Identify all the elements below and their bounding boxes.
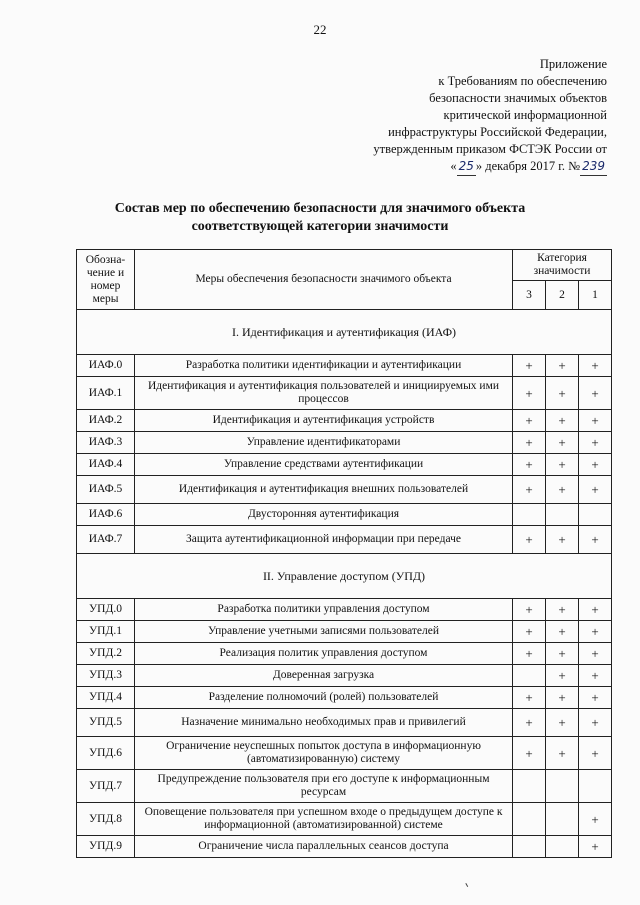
appendix-line: Приложение — [539, 57, 607, 71]
table-row — [77, 526, 612, 554]
measure-code: ИАФ.7 — [77, 526, 135, 554]
title-line-2: соответствующей категории значимости — [191, 219, 449, 234]
measure-name: Предупреждение пользователя при его доступе к информационным ресурсам — [135, 770, 513, 803]
measure-name: Защита аутентификационной информации при передаче — [135, 526, 513, 554]
measure-code: УПД.5 — [77, 709, 135, 737]
section-heading-upd: II. Управление доступом (УПД) — [77, 554, 612, 599]
measure-code: ИАФ.2 — [77, 410, 135, 432]
table-row — [77, 355, 612, 377]
date-open-quote: « — [450, 159, 457, 173]
page-number: 22 — [313, 22, 327, 37]
cat-2-mark: + — [546, 737, 579, 770]
cat-3-mark — [513, 836, 546, 858]
measure-code: УПД.1 — [77, 621, 135, 643]
measure-name: Ограничение неуспешных попыток доступа в информационную (автоматизированную) систему — [135, 737, 513, 770]
measure-name: Ограничение числа параллельных сеансов доступа — [135, 836, 513, 858]
measure-name: Доверенная загрузка — [135, 665, 513, 687]
cat-1-mark: + — [579, 643, 612, 665]
measure-name: Идентификация и аутентификация устройств — [135, 410, 513, 432]
measure-name: Идентификация и аутентификация пользователей и инициируемых ими процессов — [135, 377, 513, 410]
cat-3-mark: + — [513, 687, 546, 709]
cat-3-mark — [513, 504, 546, 526]
cat-1-mark: + — [579, 377, 612, 410]
cat-1-mark: + — [579, 709, 612, 737]
table-row — [77, 687, 612, 709]
table-row — [77, 770, 612, 803]
cat-2-mark: + — [546, 454, 579, 476]
cat-1-mark: + — [579, 621, 612, 643]
cat-3-mark — [513, 665, 546, 687]
cat-3-mark: + — [513, 410, 546, 432]
cat-1-mark: + — [579, 432, 612, 454]
cat-1-mark — [579, 770, 612, 803]
header-name-column: Меры обеспечения безопасности значимого объекта — [135, 250, 513, 310]
table-row — [77, 621, 612, 643]
cat-3-mark: + — [513, 737, 546, 770]
cat-2-mark: + — [546, 665, 579, 687]
header-code-column: Обозна-чение и номер меры — [77, 250, 135, 310]
cat-2-mark — [546, 836, 579, 858]
measure-code: УПД.7 — [77, 770, 135, 803]
cat-2-mark — [546, 803, 579, 836]
cat-3-mark: + — [513, 526, 546, 554]
cat-1-mark: + — [579, 476, 612, 504]
cat-2-mark: + — [546, 377, 579, 410]
cat-3-mark: + — [513, 377, 546, 410]
cat-2-mark: + — [546, 526, 579, 554]
measure-name: Оповещение пользователя при успешном входе о предыдущем доступе к информационной (автоматизированной) системе — [135, 803, 513, 836]
measure-name: Управление идентификаторами — [135, 432, 513, 454]
cat-2-mark — [546, 504, 579, 526]
cat-2-mark: + — [546, 621, 579, 643]
measure-code: УПД.8 — [77, 803, 135, 836]
cat-1-mark: + — [579, 355, 612, 377]
cat-2-mark: + — [546, 643, 579, 665]
table-row — [77, 665, 612, 687]
measure-name: Разработка политики управления доступом — [135, 599, 513, 621]
cat-2-mark: + — [546, 687, 579, 709]
handwritten-order-number: 239 — [580, 158, 607, 176]
cat-1-mark: + — [579, 687, 612, 709]
cat-2-mark: + — [546, 476, 579, 504]
appendix-line: утвержденным приказом ФСТЭК России от — [373, 142, 607, 156]
cat-3-mark — [513, 803, 546, 836]
cat-1-mark: + — [579, 665, 612, 687]
table-row — [77, 643, 612, 665]
measure-code: ИАФ.0 — [77, 355, 135, 377]
table-row — [77, 803, 612, 836]
cat-3-mark: + — [513, 454, 546, 476]
table-row — [77, 432, 612, 454]
date-rest: » декабря 2017 г. № — [475, 159, 581, 173]
measure-code: ИАФ.3 — [77, 432, 135, 454]
appendix-date-line — [307, 158, 607, 176]
cat-3-mark: + — [513, 709, 546, 737]
cat-1-mark: + — [579, 454, 612, 476]
header-cat-2: 2 — [546, 281, 579, 310]
measure-name: Назначение минимально необходимых прав и привилегий — [135, 709, 513, 737]
cat-3-mark: + — [513, 599, 546, 621]
scan-artifact-mark — [465, 881, 471, 887]
measure-code: ИАФ.5 — [77, 476, 135, 504]
table-row — [77, 377, 612, 410]
cat-1-mark: + — [579, 836, 612, 858]
measure-name: Разработка политики идентификации и аутентификации — [135, 355, 513, 377]
cat-1-mark: + — [579, 737, 612, 770]
cat-1-mark — [579, 504, 612, 526]
cat-2-mark: + — [546, 410, 579, 432]
table-row — [77, 836, 612, 858]
measure-code: ИАФ.6 — [77, 504, 135, 526]
measure-code: УПД.0 — [77, 599, 135, 621]
cat-2-mark — [546, 770, 579, 803]
measure-name: Реализация политик управления доступом — [135, 643, 513, 665]
measure-code: ИАФ.4 — [77, 454, 135, 476]
cat-1-mark: + — [579, 526, 612, 554]
measure-name: Двусторонняя аутентификация — [135, 504, 513, 526]
measure-code: ИАФ.1 — [77, 377, 135, 410]
measure-name: Управление средствами аутентификации — [135, 454, 513, 476]
handwritten-day: 25 — [457, 158, 476, 176]
measures-table — [76, 249, 612, 858]
measure-code: УПД.3 — [77, 665, 135, 687]
cat-2-mark: + — [546, 355, 579, 377]
cat-3-mark: + — [513, 355, 546, 377]
appendix-line: к Требованиям по обеспечению — [438, 74, 607, 88]
table-row — [77, 454, 612, 476]
cat-3-mark: + — [513, 432, 546, 454]
document-title — [70, 200, 570, 236]
header-cat-3: 3 — [513, 281, 546, 310]
table-row — [77, 709, 612, 737]
cat-3-mark: + — [513, 621, 546, 643]
table-row — [77, 504, 612, 526]
measure-name: Разделение полномочий (ролей) пользователей — [135, 687, 513, 709]
appendix-line: критической информационной — [443, 108, 607, 122]
cat-2-mark: + — [546, 709, 579, 737]
cat-3-mark — [513, 770, 546, 803]
cat-1-mark: + — [579, 599, 612, 621]
table-row — [77, 599, 612, 621]
title-line-1: Состав мер по обеспечению безопасности для значимого объекта — [114, 201, 526, 216]
cat-3-mark: + — [513, 476, 546, 504]
header-cat-1: 1 — [579, 281, 612, 310]
section-heading-iaf: I. Идентификация и аутентификация (ИАФ) — [77, 310, 612, 355]
measure-code: УПД.6 — [77, 737, 135, 770]
measure-code: УПД.2 — [77, 643, 135, 665]
cat-1-mark: + — [579, 410, 612, 432]
measure-code: УПД.9 — [77, 836, 135, 858]
measure-name: Управление учетными записями пользователей — [135, 621, 513, 643]
cat-3-mark: + — [513, 643, 546, 665]
table-row — [77, 410, 612, 432]
cat-2-mark: + — [546, 599, 579, 621]
appendix-header — [307, 56, 607, 176]
table-row — [77, 737, 612, 770]
measure-code: УПД.4 — [77, 687, 135, 709]
header-category: Категория значимости — [513, 250, 612, 281]
cat-2-mark: + — [546, 432, 579, 454]
appendix-line: инфраструктуры Российской Федерации, — [388, 125, 607, 139]
table-row — [77, 476, 612, 504]
cat-1-mark: + — [579, 803, 612, 836]
measure-name: Идентификация и аутентификация внешних пользователей — [135, 476, 513, 504]
appendix-line: безопасности значимых объектов — [429, 91, 607, 105]
